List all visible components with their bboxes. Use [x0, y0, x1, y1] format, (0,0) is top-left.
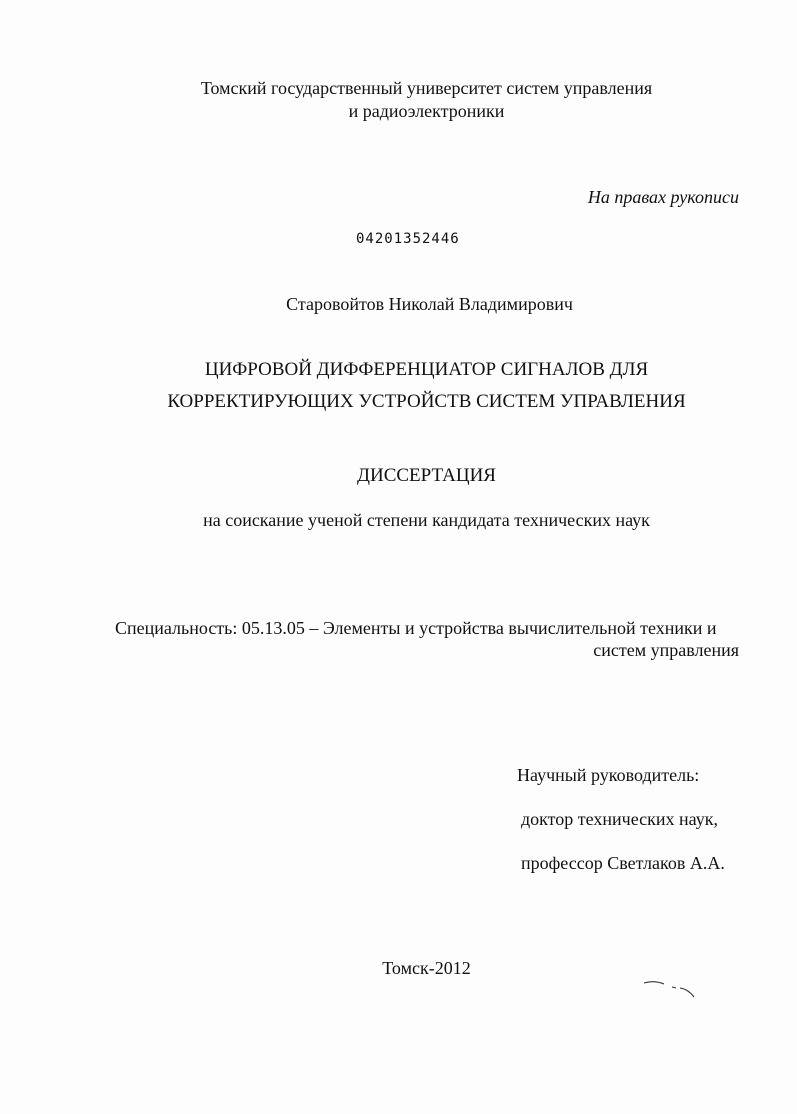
manuscript-rights-note: На правах рукописи	[587, 187, 739, 207]
dissertation-title-line1: ЦИФРОВОЙ ДИФФЕРЕНЦИАТОР СИГНАЛОВ ДЛЯ	[204, 359, 649, 380]
university-name-line2: и радиоэлектроники	[348, 101, 505, 121]
document-type: ДИССЕРТАЦИЯ	[357, 465, 496, 486]
dissertation-title-line2: КОРРЕКТИРУЮЩИХ УСТРОЙСТВ СИСТЕМ УПРАВЛЕНИЯ	[167, 391, 686, 412]
supervisor-name: профессор Светлаков А.А.	[521, 853, 725, 873]
specialty-line1: Специальность: 05.13.05 – Элементы и устройства вычислительной техники и	[115, 618, 717, 638]
degree-line: на соискание ученой степени кандидата технических наук	[203, 510, 650, 530]
document-number: 04201352446	[356, 231, 460, 247]
specialty-line2: систем управления	[593, 640, 739, 660]
city-year: Томск-2012	[382, 958, 471, 978]
supervisor-degree: доктор технических наук,	[521, 809, 718, 829]
author-name: Старовойтов Николай Владимирович	[286, 294, 573, 314]
university-name-line1: Томский государственный университет систем управления	[200, 78, 653, 98]
signature-mark	[642, 975, 702, 1003]
supervisor-heading: Научный руководитель:	[517, 765, 700, 785]
